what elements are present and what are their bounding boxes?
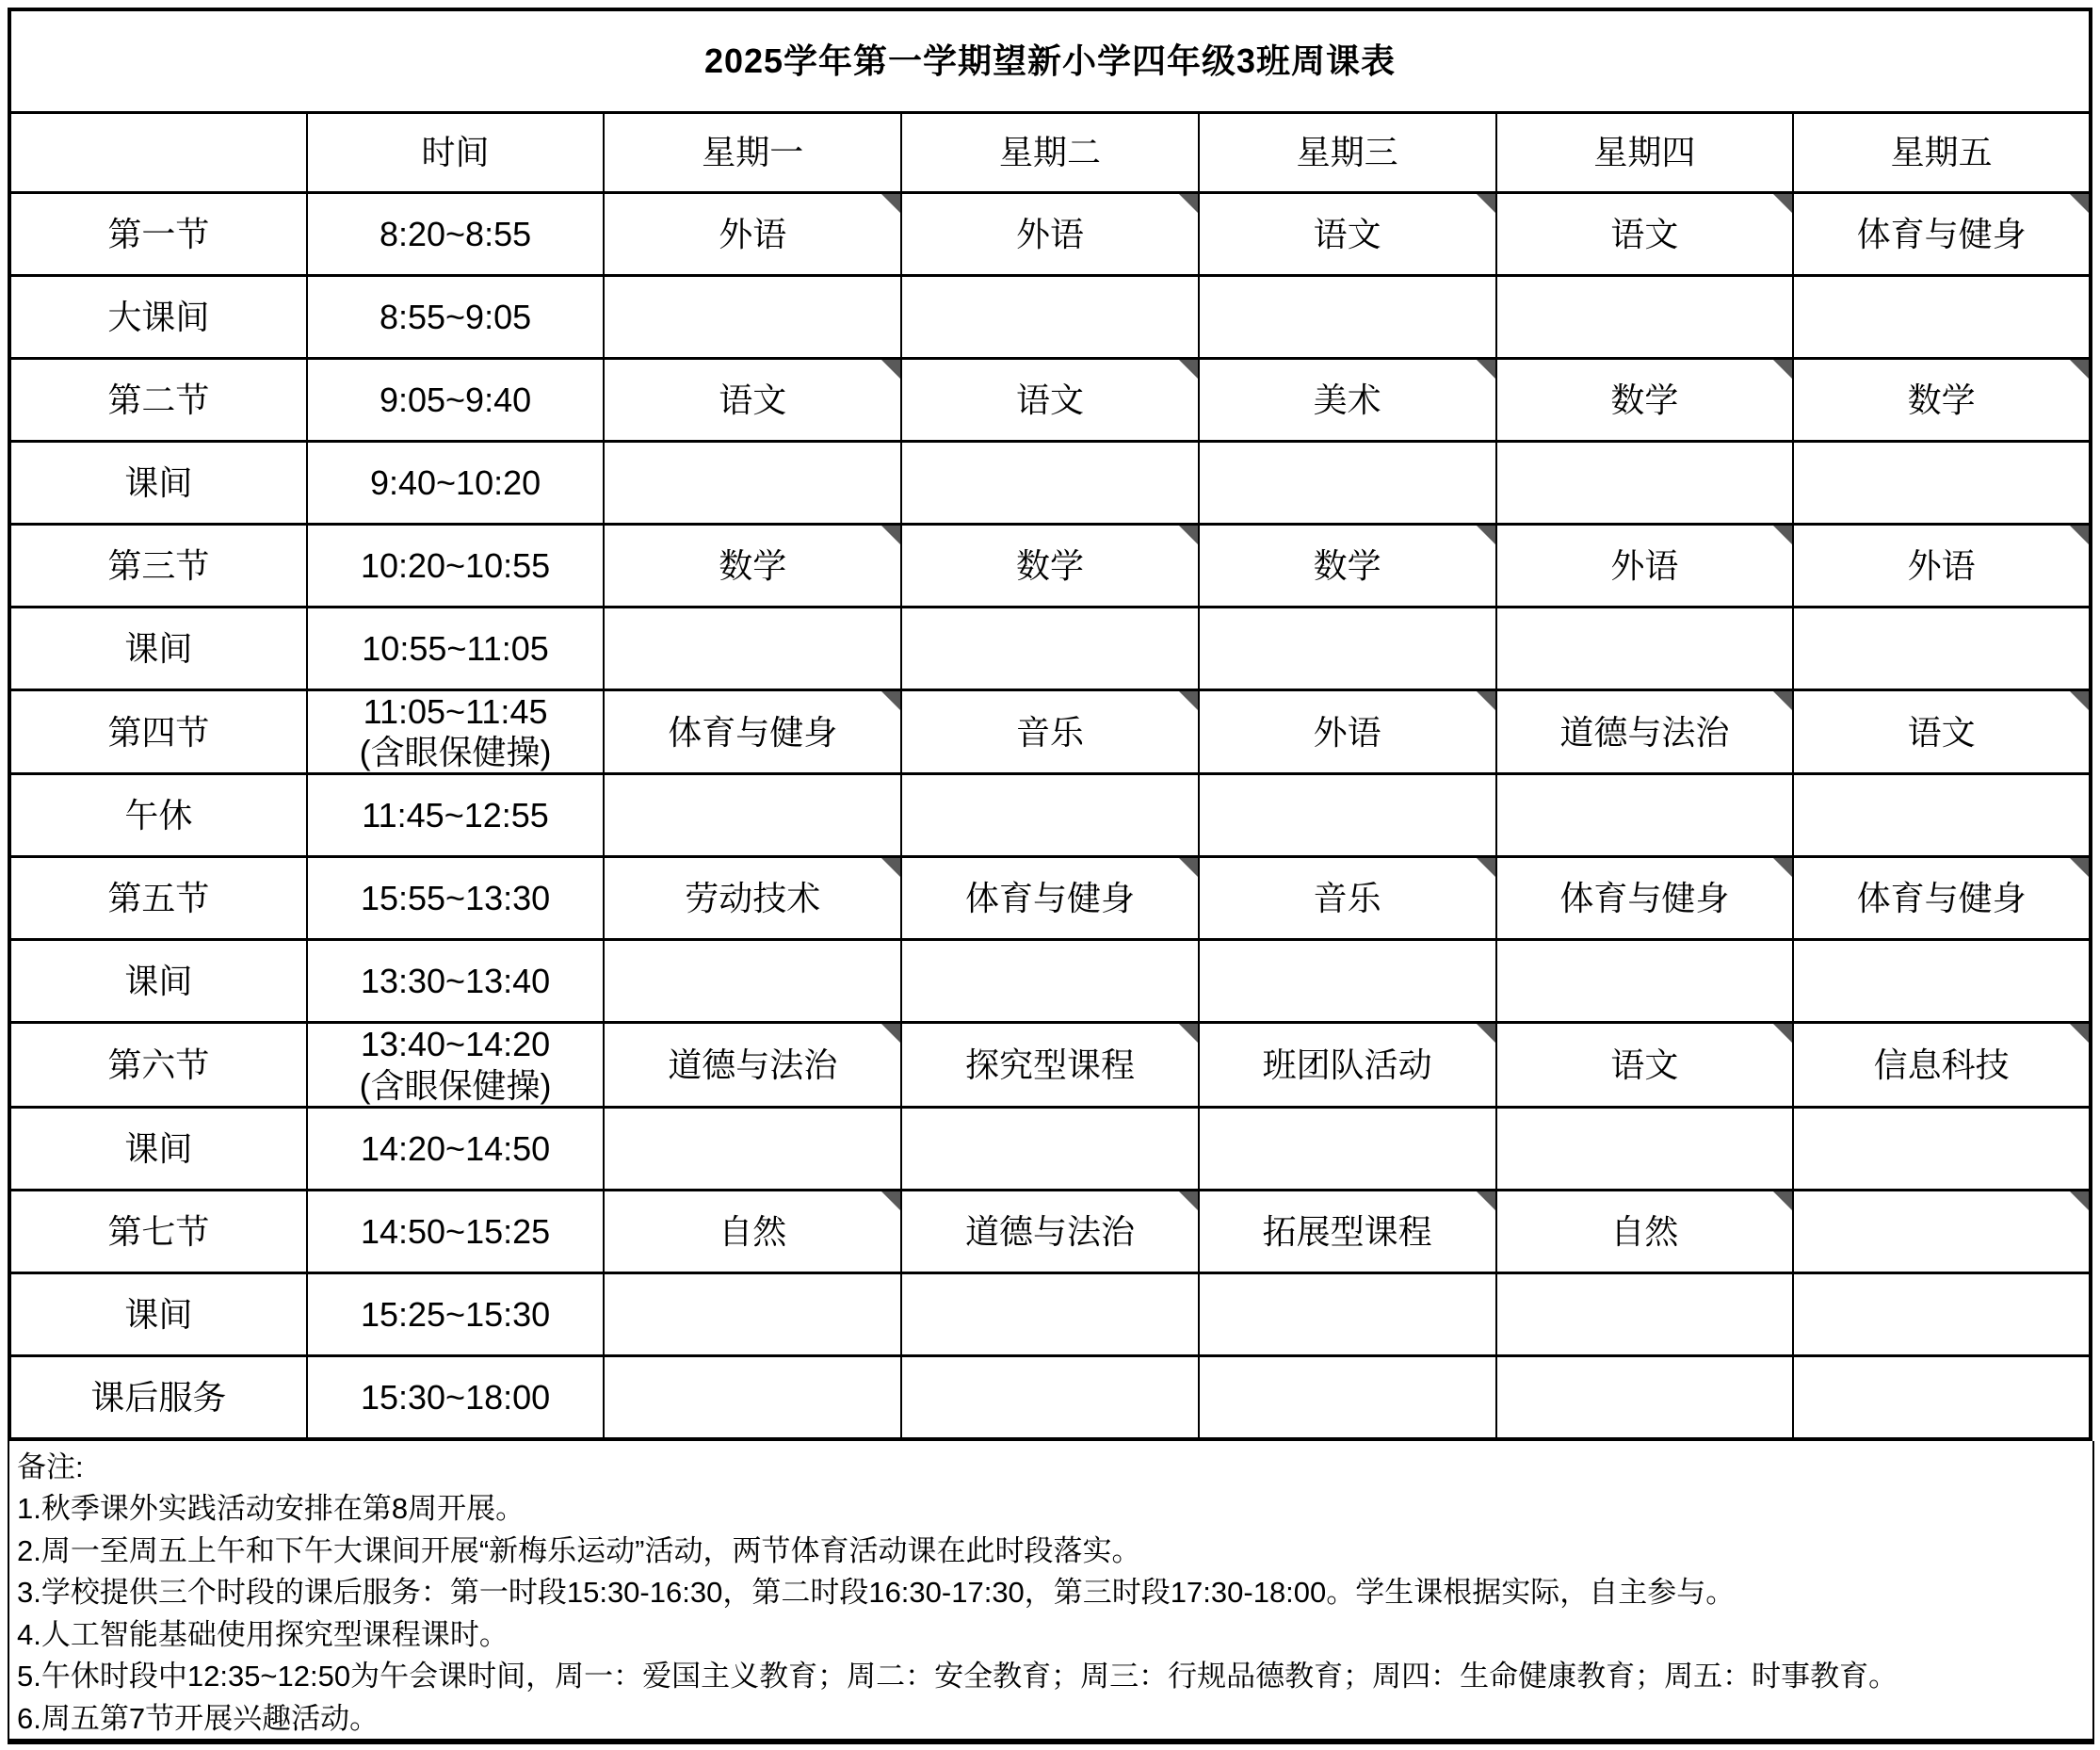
table-row — [9, 359, 2091, 442]
comment-triangle-icon — [1179, 858, 1198, 877]
subject-cell — [901, 1023, 1199, 1107]
row-label: 课间 — [9, 1107, 307, 1190]
subject-cell — [1496, 193, 1794, 276]
subject-label: 体育与健身 — [1856, 214, 2027, 253]
subject-cell — [1793, 525, 2091, 608]
subject-cell — [1793, 1107, 2091, 1190]
subject-cell — [1496, 940, 1794, 1023]
subject-label: 拓展型课程 — [1262, 1211, 1432, 1251]
comment-triangle-icon — [1477, 194, 1495, 213]
comment-triangle-icon — [881, 1191, 900, 1210]
subject-cell — [901, 774, 1199, 857]
note-line: 3.学校提供三个时段的课后服务：第一时段15:30-16:30，第二时段16:30-17:30，第三时段17:30-18:00。学生课根据实际，自主参与。 — [17, 1576, 1736, 1610]
subject-label: 音乐 — [1313, 879, 1381, 918]
row-label: 课间 — [9, 1272, 307, 1355]
subject-cell — [901, 1107, 1199, 1190]
comment-triangle-icon — [1773, 194, 1792, 213]
subject-cell — [604, 359, 901, 442]
subject-cell — [901, 690, 1199, 774]
subject-cell — [604, 525, 901, 608]
header-time-cell: 时间 — [307, 113, 605, 193]
subject-cell — [1793, 1272, 2091, 1355]
subject-cell — [604, 857, 901, 940]
comment-triangle-icon — [1179, 526, 1198, 544]
subject-label: 道德与法治 — [1559, 712, 1730, 752]
table-row — [9, 1272, 2091, 1355]
time-cell — [307, 1023, 605, 1107]
row-label: 第一节 — [9, 193, 307, 276]
row-label: 午休 — [9, 774, 307, 857]
subject-cell — [901, 857, 1199, 940]
time-range: 8:20~8:55 — [379, 214, 532, 253]
subject-cell — [604, 1190, 901, 1272]
subject-cell — [604, 442, 901, 525]
subject-cell — [1793, 193, 2091, 276]
subject-cell — [604, 608, 901, 690]
time-cell — [307, 857, 605, 940]
row-label: 课间 — [9, 940, 307, 1023]
time-range: 14:20~14:50 — [360, 1128, 551, 1168]
subject-cell — [1496, 1023, 1794, 1107]
subject-cell — [1793, 940, 2091, 1023]
subject-label: 语文 — [719, 380, 787, 419]
subject-cell — [604, 1107, 901, 1190]
subject-label: 道德与法治 — [964, 1211, 1135, 1251]
subject-cell — [604, 276, 901, 359]
subject-cell — [901, 359, 1199, 442]
comment-triangle-icon — [1179, 1024, 1198, 1043]
row-label: 课后服务 — [9, 1355, 307, 1439]
subject-cell — [604, 1355, 901, 1439]
subject-cell — [1199, 1190, 1496, 1272]
header-corner-cell — [9, 113, 307, 193]
comment-triangle-icon — [1179, 194, 1198, 213]
comment-triangle-icon — [1773, 1191, 1792, 1210]
time-cell — [307, 774, 605, 857]
time-range: 13:30~13:40 — [360, 962, 551, 1001]
subject-cell — [1199, 1107, 1496, 1190]
subject-label: 外语 — [1313, 712, 1381, 752]
subject-cell — [1793, 857, 2091, 940]
subject-cell — [901, 1190, 1199, 1272]
subject-label: 语文 — [1610, 1045, 1679, 1084]
subject-cell — [1496, 857, 1794, 940]
comment-triangle-icon — [881, 526, 900, 544]
subject-cell — [901, 940, 1199, 1023]
title-row — [9, 9, 2091, 113]
table-row — [9, 857, 2091, 940]
time-note: (含眼保健操) — [359, 1065, 552, 1105]
time-cell — [307, 193, 605, 276]
subject-label: 语文 — [1313, 214, 1381, 253]
subject-label: 体育与健身 — [668, 712, 838, 752]
time-cell — [307, 940, 605, 1023]
time-range: 15:25~15:30 — [360, 1294, 551, 1334]
subject-cell — [901, 525, 1199, 608]
subject-cell — [901, 276, 1199, 359]
subject-cell — [1496, 608, 1794, 690]
comment-triangle-icon — [881, 858, 900, 877]
table-row — [9, 193, 2091, 276]
subject-label: 探究型课程 — [964, 1045, 1135, 1084]
comment-triangle-icon — [2070, 194, 2089, 213]
subject-label: 语文 — [1907, 712, 1976, 752]
table-row — [9, 525, 2091, 608]
subject-cell — [1496, 690, 1794, 774]
table-row — [9, 276, 2091, 359]
subject-cell — [1199, 690, 1496, 774]
comment-triangle-icon — [1477, 858, 1495, 877]
comment-triangle-icon — [1773, 691, 1792, 710]
subject-cell — [1199, 1023, 1496, 1107]
subject-cell — [1793, 608, 2091, 690]
subject-cell — [1793, 1023, 2091, 1107]
subject-cell — [1496, 774, 1794, 857]
subject-cell — [1793, 774, 2091, 857]
comment-triangle-icon — [2070, 1191, 2089, 1210]
comment-triangle-icon — [2070, 691, 2089, 710]
subject-cell — [1496, 525, 1794, 608]
time-range: 10:20~10:55 — [360, 545, 551, 585]
row-label: 第六节 — [9, 1023, 307, 1107]
comment-triangle-icon — [1773, 360, 1792, 379]
subject-cell — [1496, 1190, 1794, 1272]
subject-cell — [1199, 276, 1496, 359]
subject-cell — [1496, 442, 1794, 525]
subject-cell — [1496, 1272, 1794, 1355]
subject-cell — [1199, 525, 1496, 608]
subject-cell — [1496, 1107, 1794, 1190]
subject-label: 信息科技 — [1873, 1045, 2010, 1084]
comment-triangle-icon — [1477, 526, 1495, 544]
time-range: 11:05~11:45 — [363, 692, 548, 731]
subject-cell — [1199, 1272, 1496, 1355]
subject-label: 外语 — [719, 214, 787, 253]
note-line: 4.人工智能基础使用探究型课程课时。 — [17, 1617, 509, 1651]
note-line: 2.周一至周五上午和下午大课间开展“新梅乐运动”活动，两节体育活动课在此时段落实。 — [17, 1533, 1141, 1567]
page-title: 2025学年第一学期望新小学四年级3班周课表 — [9, 9, 2091, 113]
comment-triangle-icon — [881, 360, 900, 379]
subject-cell — [1496, 276, 1794, 359]
row-label: 第四节 — [9, 690, 307, 774]
table-row — [9, 940, 2091, 1023]
subject-cell — [1199, 940, 1496, 1023]
subject-cell — [604, 690, 901, 774]
row-label: 课间 — [9, 442, 307, 525]
notes-heading: 备注: — [17, 1450, 84, 1483]
header-day-wednesday: 星期三 — [1199, 113, 1496, 193]
subject-label: 数学 — [1610, 380, 1679, 419]
comment-triangle-icon — [1179, 1191, 1198, 1210]
subject-cell — [901, 1272, 1199, 1355]
time-range: 8:55~9:05 — [379, 297, 532, 336]
note-line: 6.周五第7节开展兴趣活动。 — [17, 1701, 380, 1735]
table-row — [9, 442, 2091, 525]
subject-label: 自然 — [719, 1211, 787, 1251]
subject-label: 体育与健身 — [1559, 879, 1730, 918]
subject-label: 语文 — [1015, 380, 1084, 419]
comment-triangle-icon — [1477, 1024, 1495, 1043]
time-cell — [307, 276, 605, 359]
time-cell — [307, 1355, 605, 1439]
time-range: 10:55~11:05 — [362, 628, 549, 668]
subject-label: 美术 — [1313, 380, 1381, 419]
subject-label: 外语 — [1907, 545, 1976, 585]
subject-cell — [901, 1355, 1199, 1439]
subject-label: 道德与法治 — [668, 1045, 838, 1084]
comment-triangle-icon — [1477, 1191, 1495, 1210]
comment-triangle-icon — [2070, 526, 2089, 544]
subject-cell — [1793, 1355, 2091, 1439]
time-cell — [307, 442, 605, 525]
subject-cell — [1199, 442, 1496, 525]
subject-label: 班团队活动 — [1262, 1045, 1432, 1084]
subject-cell — [604, 1023, 901, 1107]
time-range: 11:45~12:55 — [362, 796, 549, 835]
header-day-friday: 星期五 — [1793, 113, 2091, 193]
table-row — [9, 774, 2091, 857]
comment-triangle-icon — [1477, 360, 1495, 379]
timetable-sheet — [8, 8, 2092, 1744]
time-range: 14:50~15:25 — [360, 1211, 551, 1251]
subject-cell — [1199, 1355, 1496, 1439]
subject-cell — [604, 940, 901, 1023]
row-label: 第二节 — [9, 359, 307, 442]
table-row — [9, 1190, 2091, 1272]
comment-triangle-icon — [1773, 1024, 1792, 1043]
time-cell — [307, 359, 605, 442]
subject-cell — [1199, 193, 1496, 276]
comment-triangle-icon — [881, 194, 900, 213]
subject-label: 语文 — [1610, 214, 1679, 253]
subject-cell — [1793, 276, 2091, 359]
subject-label: 体育与健身 — [1856, 879, 2027, 918]
subject-cell — [604, 1272, 901, 1355]
time-cell — [307, 1107, 605, 1190]
subject-cell — [1793, 442, 2091, 525]
time-cell — [307, 690, 605, 774]
time-cell — [307, 608, 605, 690]
time-range: 15:55~13:30 — [360, 879, 551, 918]
header-day-tuesday: 星期二 — [901, 113, 1199, 193]
comment-triangle-icon — [2070, 1024, 2089, 1043]
subject-label: 劳动技术 — [685, 879, 821, 918]
comment-triangle-icon — [1773, 858, 1792, 877]
header-day-thursday: 星期四 — [1496, 113, 1794, 193]
row-label: 第七节 — [9, 1190, 307, 1272]
comment-triangle-icon — [2070, 858, 2089, 877]
subject-label: 数学 — [1015, 545, 1084, 585]
subject-label: 数学 — [719, 545, 787, 585]
subject-cell — [1199, 774, 1496, 857]
subject-cell — [1496, 359, 1794, 442]
comment-triangle-icon — [1477, 691, 1495, 710]
notes-section — [8, 1441, 2094, 1744]
subject-label: 数学 — [1907, 380, 1976, 419]
timetable — [8, 8, 2092, 1441]
subject-cell — [1793, 359, 2091, 442]
time-range: 9:05~9:40 — [379, 380, 532, 419]
row-label: 课间 — [9, 608, 307, 690]
subject-label: 音乐 — [1015, 712, 1084, 752]
time-range: 13:40~14:20 — [360, 1025, 551, 1064]
time-cell — [307, 1272, 605, 1355]
table-row — [9, 608, 2091, 690]
subject-label: 自然 — [1610, 1211, 1679, 1251]
table-row — [9, 1355, 2091, 1439]
subject-cell — [604, 774, 901, 857]
comment-triangle-icon — [2070, 360, 2089, 379]
subject-label: 体育与健身 — [964, 879, 1135, 918]
timetable-body — [9, 193, 2091, 1439]
time-cell — [307, 525, 605, 608]
row-label: 大课间 — [9, 276, 307, 359]
subject-cell — [1496, 1355, 1794, 1439]
note-line: 1.秋季课外实践活动安排在第8周开展。 — [17, 1492, 525, 1526]
subject-label: 数学 — [1313, 545, 1381, 585]
row-label: 第五节 — [9, 857, 307, 940]
subject-label: 外语 — [1015, 214, 1084, 253]
subject-cell — [901, 608, 1199, 690]
subject-cell — [604, 193, 901, 276]
table-row — [9, 690, 2091, 774]
subject-cell — [1199, 359, 1496, 442]
comment-triangle-icon — [1773, 526, 1792, 544]
comment-triangle-icon — [1179, 360, 1198, 379]
header-day-monday: 星期一 — [604, 113, 901, 193]
subject-cell — [901, 193, 1199, 276]
comment-triangle-icon — [1179, 691, 1198, 710]
time-range: 9:40~10:20 — [369, 462, 541, 502]
subject-cell — [901, 442, 1199, 525]
subject-cell — [1199, 857, 1496, 940]
table-row — [9, 1107, 2091, 1190]
subject-cell — [1199, 608, 1496, 690]
subject-cell — [1793, 1190, 2091, 1272]
comment-triangle-icon — [881, 1024, 900, 1043]
row-label: 第三节 — [9, 525, 307, 608]
subject-label: 外语 — [1610, 545, 1679, 585]
comment-triangle-icon — [881, 691, 900, 710]
note-line: 5.午休时段中12:35~12:50为午会课时间，周一：爱国主义教育；周二：安全教育；周三：行规品德教育；周四：生命健康教育；周五：时事教育。 — [17, 1660, 1898, 1693]
time-range: 15:30~18:00 — [360, 1377, 551, 1417]
table-row — [9, 1023, 2091, 1107]
time-note: (含眼保健操) — [359, 733, 552, 772]
time-cell — [307, 1190, 605, 1272]
subject-cell — [1793, 690, 2091, 774]
header-row — [9, 113, 2091, 193]
